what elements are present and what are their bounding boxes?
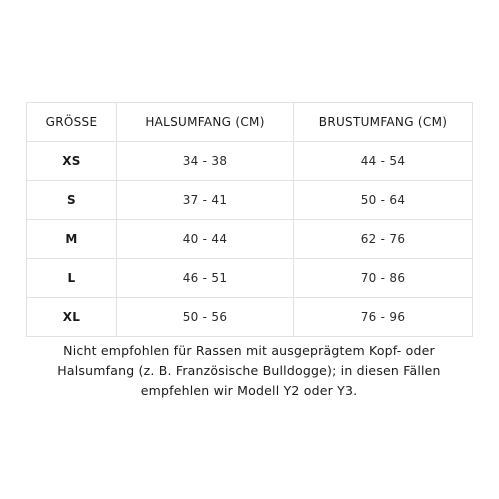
- neck-range-cell: 46 - 51: [117, 259, 294, 298]
- neck-range-cell: 50 - 56: [117, 298, 294, 337]
- size-chart-table: [26, 102, 473, 337]
- size-cell: XS: [27, 142, 117, 181]
- neck-range-cell: 37 - 41: [117, 181, 294, 220]
- header-size: GRÖSSE: [27, 103, 117, 142]
- table-row: [27, 298, 473, 337]
- header-neck-circumference: HALSUMFANG (CM): [117, 103, 294, 142]
- table-header-row: [27, 103, 473, 142]
- chest-range-cell: 70 - 86: [294, 259, 473, 298]
- fit-note-line: Nicht empfohlen für Rassen mit ausgeprägtem Kopf- oder: [63, 343, 435, 358]
- size-cell: S: [27, 181, 117, 220]
- neck-range-cell: 40 - 44: [117, 220, 294, 259]
- chest-range-cell: 50 - 64: [294, 181, 473, 220]
- header-chest-circumference: BRUSTUMFANG (CM): [294, 103, 473, 142]
- chest-range-cell: 62 - 76: [294, 220, 473, 259]
- neck-range-cell: 34 - 38: [117, 142, 294, 181]
- size-cell: XL: [27, 298, 117, 337]
- table-row: [27, 220, 473, 259]
- table-row: [27, 142, 473, 181]
- chest-range-cell: 44 - 54: [294, 142, 473, 181]
- size-cell: L: [27, 259, 117, 298]
- table-row: [27, 259, 473, 298]
- fit-note: [26, 341, 472, 401]
- fit-note-line: Halsumfang (z. B. Französische Bulldogge); in diesen Fällen: [57, 363, 441, 378]
- chest-range-cell: 76 - 96: [294, 298, 473, 337]
- fit-note-line: empfehlen wir Modell Y2 oder Y3.: [140, 383, 358, 398]
- size-cell: M: [27, 220, 117, 259]
- table-row: [27, 181, 473, 220]
